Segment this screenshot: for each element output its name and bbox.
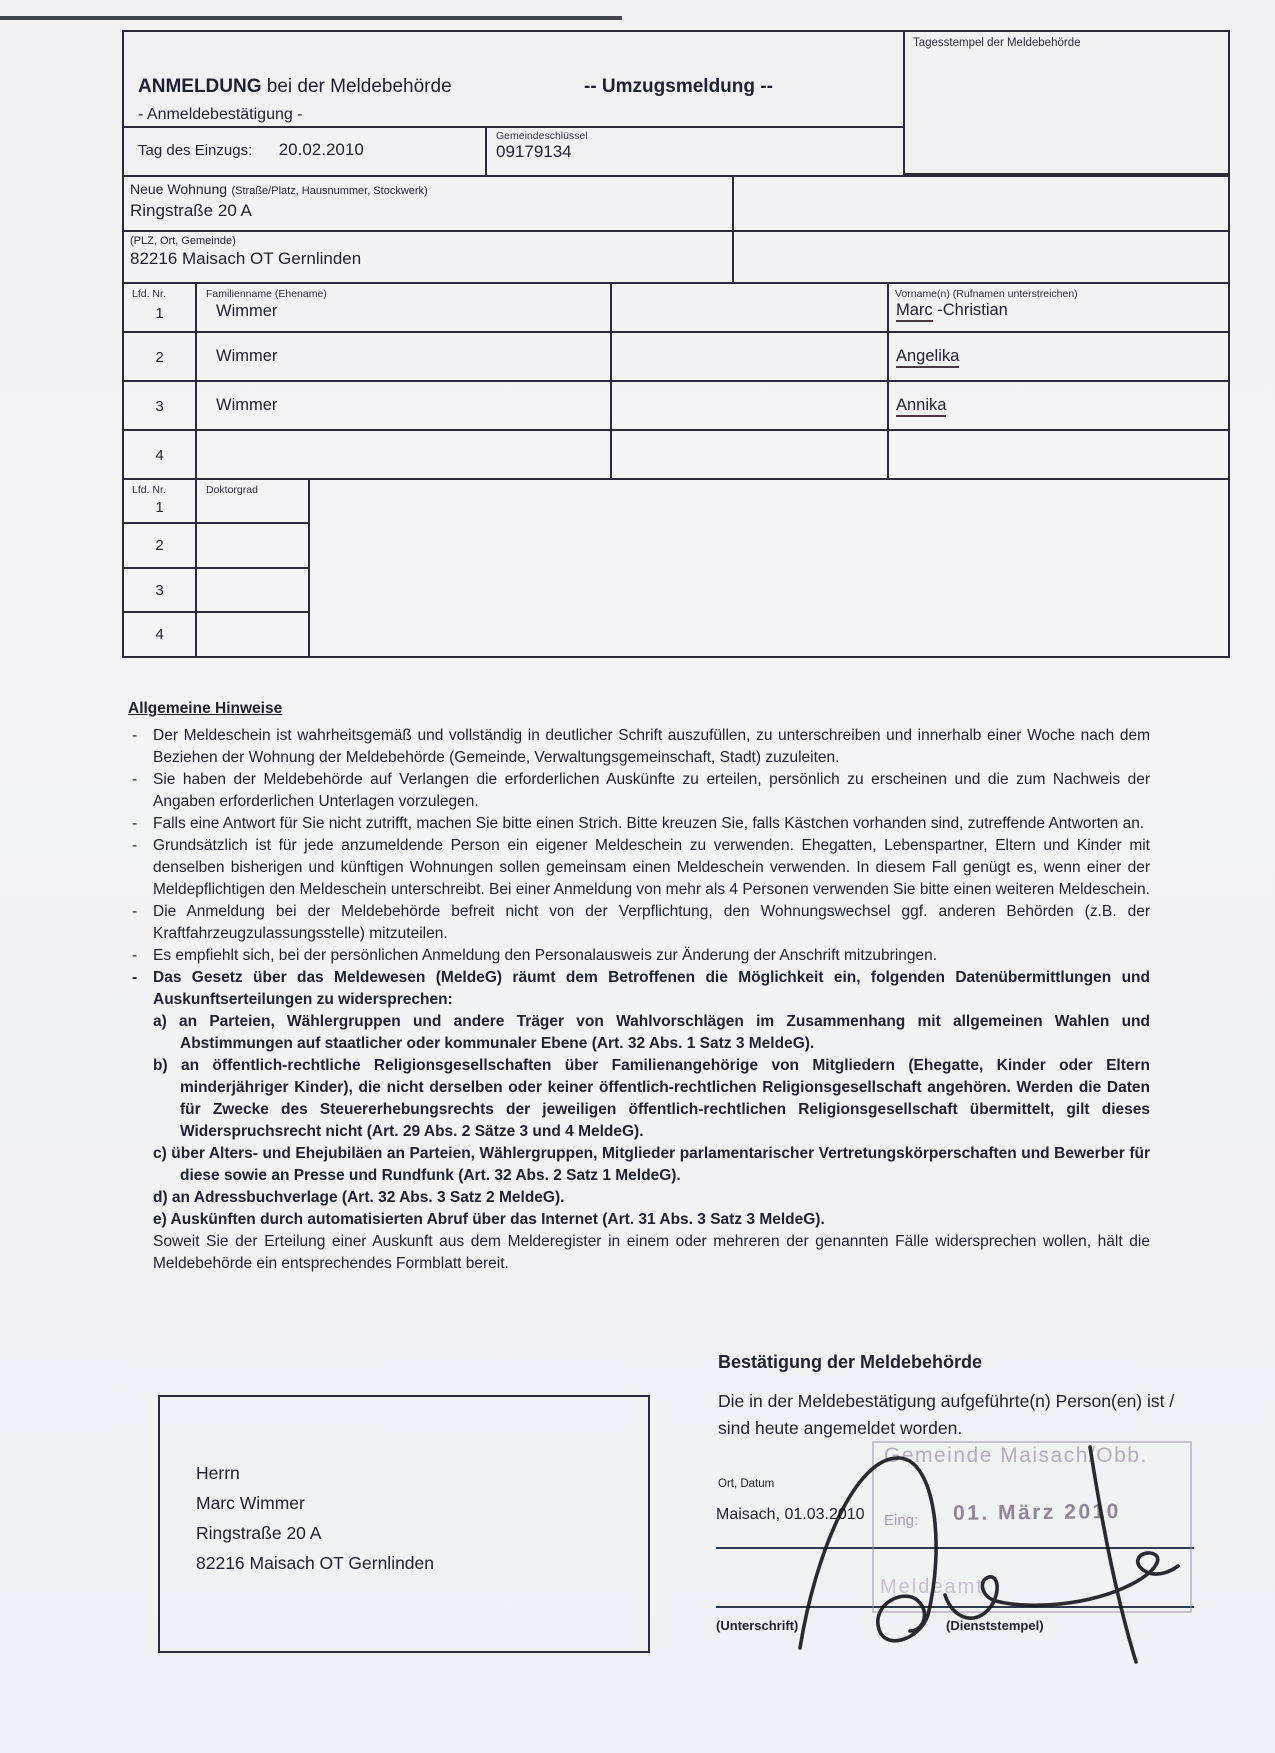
received-label: Eing:	[884, 1512, 919, 1529]
firstname-value	[896, 396, 946, 415]
col-header-surname: Familienname (Ehename)	[206, 288, 327, 300]
hint-subitem-c: c) über Alters- und Ehejubiläen an Parteien, Wählergruppen, Mitglieder parlamentarischer Vertretungskörperschaften und Bewerber für diese sowie an Presse und Rundfunk (Art. 32 Abs. 2 Satz 1 MeldeG).	[153, 1145, 1150, 1184]
hint-item: - Sie haben der Meldebehörde auf Verlangen die erforderlichen Auskünfte zu erteilen, persönlich zu erscheinen und die zum Nachweis der Angaben erforderlichen Unterlagen vorzulegen.	[128, 769, 1150, 813]
hint-subitem-d: d) an Adressbuchverlage (Art. 32 Abs. 3 Satz 2 MeldeG).	[153, 1189, 565, 1206]
office-stamp-name: Gemeinde Maisach/Obb.	[884, 1444, 1148, 1467]
day-stamp-label: Tagesstempel der Meldebehörde	[913, 37, 1081, 49]
municipality-key-label: Gemeindeschlüssel	[496, 130, 588, 142]
address-line: 82216 Maisach OT Gernlinden	[196, 1553, 435, 1573]
new-home-label: Neue Wohnung	[130, 181, 228, 197]
address-line: Herrn	[196, 1463, 240, 1483]
col-header-nr: Lfd. Nr.	[132, 288, 166, 300]
surname-value: Wimmer	[216, 302, 278, 320]
doctor-row-nr: 1	[155, 499, 164, 516]
form-title-bold: ANMELDUNG	[138, 76, 262, 97]
form-title-right: -- Umzugsmeldung --	[584, 76, 773, 97]
doctor-col-line-right	[308, 480, 310, 658]
service-stamp-label: (Dienststempel)	[946, 1618, 1044, 1633]
form-title-rest: bei der Meldebehörde	[261, 76, 452, 97]
surname-value: Wimmer	[216, 347, 278, 365]
hint-item: - Grundsätzlich ist für jede anzumeldende Person ein eigener Meldeschein zu verwenden. Ehegatten, Lebenspartner, Eltern und Kinder mit denselben bisherigen und künftigen Wohnungen sollen gemeinsam einen Meldeschein verwenden. In diesem Fall genügt es, wenn einer der Meldepflichtigen den Meldeschein unterschreibt. Bei einer Anmeldung von mehr als 4 Personen verwenden Sie bitte einen weiteren Meldeschein.	[128, 835, 1150, 901]
move-in-date-cell	[124, 128, 485, 175]
doctor-row-line	[124, 522, 310, 524]
firstname-underlined: Marc	[896, 301, 933, 322]
doctor-row-line	[124, 611, 310, 613]
confirmation-body: Die in der Meldebestätigung aufgeführte(n) Person(en) ist / sind heute angemeldet worden.	[718, 1391, 1175, 1438]
hint-subitem-b: b) an öffentlich-rechtliche Religionsgesellschaften über Familienangehörige von Mitgliedern (Ehegatte, Kinder oder Eltern minderjähriger Kinder), die nicht derselben oder keiner öffentlich-rechtlichen Religionsgesellschaft angehören. Werden die Daten für Zwecke des Steuererhebungsrechts der jeweiligen öffentlich-rechtlichen Religionsgesellschaft übermittelt, gilt dieses Widerspruchsrecht nicht (Art. 29 Abs. 2 Sätze 3 und 4 MeldeG).	[153, 1057, 1150, 1140]
municipality-key-cell	[485, 128, 903, 175]
hint-item-meldeg: - Das Gesetz über das Meldewesen (MeldeG) räumt dem Betroffenen die Möglichkeit ein, folgenden Datenübermittlungen und Auskunftserteilungen zu widersprechen:	[128, 967, 1150, 1011]
new-home-sublabel: (Straße/Platz, Hausnummer, Stockwerk)	[231, 185, 428, 197]
hints-heading: Allgemeine Hinweise	[128, 700, 283, 717]
scan-artifact-line	[0, 16, 622, 20]
plz-city-value: 82216 Maisach OT Gernlinden	[130, 249, 362, 268]
plz-city-cell	[124, 232, 1228, 282]
form-subtitle: - Anmeldebestätigung -	[138, 106, 303, 123]
move-in-date-value: 20.02.2010	[278, 140, 364, 159]
names-col-line-mid	[610, 284, 612, 480]
row-nr: 2	[155, 349, 164, 366]
names-row-line	[124, 429, 1228, 431]
firstname-underlined: Angelika	[896, 347, 959, 368]
confirmation-heading: Bestätigung der Meldebehörde	[718, 1352, 983, 1372]
names-table-top-line	[124, 282, 1228, 284]
doctor-row-nr: 4	[155, 626, 164, 643]
recipient-address	[196, 1458, 434, 1578]
address-line: Ringstraße 20 A	[196, 1523, 322, 1543]
hint-item: - Es empfiehlt sich, bei der persönlichen Anmeldung den Personalausweis zur Änderung der Anschrift mitzubringen.	[128, 945, 1150, 967]
hint-item: - Der Meldeschein ist wahrheitsgemäß und vollständig in deutlicher Schrift auszufüllen, zu unterschreiben und innerhalb einer Woche nach dem Beziehen der Wohnung der Meldebehörde (Gemeinde, Verwaltungsgemeinschaft, Stadt) zuzuleiten.	[128, 725, 1150, 769]
firstname-underlined: Annika	[896, 396, 946, 417]
street-value: Ringstraße 20 A	[130, 201, 252, 220]
doctor-row-nr: 2	[155, 537, 164, 554]
day-stamp-box	[903, 32, 1228, 175]
registration-form	[122, 30, 1230, 658]
doctor-col-line-nr	[195, 480, 197, 658]
hint-subitem-e: e) Auskünften durch automatisierten Abruf über das Internet (Art. 31 Abs. 3 Satz 3 MeldeG).	[153, 1211, 825, 1228]
move-in-date-label: Tag des Einzugs:	[138, 142, 253, 159]
names-col-line-nr	[195, 284, 197, 480]
place-date-value: Maisach, 01.03.2010	[716, 1506, 865, 1523]
names-table-bottom-line	[124, 478, 1228, 480]
col-header-firstname: Vorname(n) (Rufnamen unterstreichen)	[895, 288, 1078, 300]
office-stamp-department: Meldeamt	[880, 1576, 984, 1598]
names-row-line	[124, 331, 1228, 333]
surname-value: Wimmer	[216, 396, 278, 414]
firstname-value	[896, 347, 959, 366]
names-col-line-firstname	[887, 284, 889, 480]
plz-label: (PLZ, Ort, Gemeinde)	[130, 235, 236, 247]
hint-item: - Die Anmeldung bei der Meldebehörde befreit nicht von der Verpflichtung, den Wohnungswechsel ggf. anderen Behörden (z.B. der Kraftfahrzeugzulassungsstelle) mitzuteilen.	[128, 901, 1150, 945]
hint-item: - Falls eine Antwort für Sie nicht zutrifft, machen Sie bitte einen Strich. Bitte kreuzen Sie, falls Kästchen vorhanden sind, zutreffende Antworten an.	[128, 813, 1150, 835]
municipality-key-value: 09179134	[496, 142, 572, 161]
handwritten-signature	[760, 1425, 1190, 1675]
doctor-row-line	[124, 567, 310, 569]
names-row-line	[124, 380, 1228, 382]
row-nr: 3	[155, 398, 164, 415]
doctor-col-header-nr: Lfd. Nr.	[132, 484, 166, 496]
firstname-value	[896, 301, 1008, 320]
row-nr: 4	[155, 447, 164, 464]
received-date-stamp: 01. März 2010	[952, 1500, 1122, 1525]
signature-label: (Unterschrift)	[716, 1618, 799, 1633]
form-title	[138, 76, 452, 98]
column-divider-line	[732, 177, 734, 282]
doctor-col-header-degree: Doktorgrad	[206, 484, 258, 496]
firstname-rest: -Christian	[932, 301, 1008, 319]
row-nr: 1	[155, 305, 164, 322]
general-hints-section	[128, 698, 1150, 1275]
hint-subitem-a: a) an Parteien, Wählergruppen und andere Träger von Wahlvorschlägen im Zusammenhang mit allgemeinen Wahlen und Abstimmungen auf staatlicher oder kommunaler Ebene (Art. 32 Abs. 1 Satz 3 MeldeG).	[153, 1013, 1150, 1052]
address-line: Marc Wimmer	[196, 1493, 305, 1513]
hint-closing: Soweit Sie der Erteilung einer Auskunft aus dem Melderegister in einem oder mehreren der genannten Fälle widersprechen wollen, hält die Meldebehörde ein entsprechendes Formblatt bereit.	[153, 1233, 1150, 1272]
new-home-street-cell	[124, 177, 1228, 230]
doctor-row-nr: 3	[155, 582, 164, 599]
place-date-label: Ort, Datum	[718, 1478, 775, 1490]
